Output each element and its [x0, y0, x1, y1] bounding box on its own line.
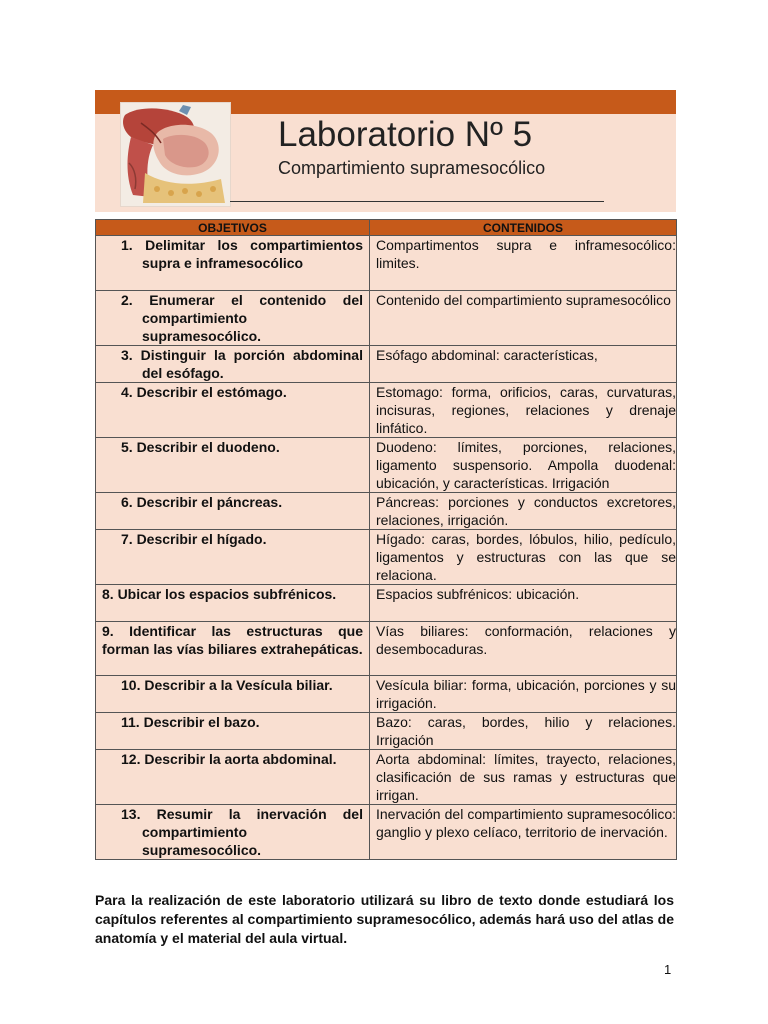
objective-text: 3. Distinguir la porción abdominal del esófago. [121, 347, 363, 381]
content-cell [370, 438, 677, 493]
content-text: Inervación del compartimiento supramesocólico: ganglio y plexo celíaco, territorio de inervación. [376, 806, 676, 840]
content-text: Páncreas: porciones y conductos excretores, relaciones, irrigación. [376, 494, 676, 528]
objective-text: 11. Describir el bazo. [121, 714, 260, 730]
objective-cell [96, 236, 370, 291]
objective-cell [96, 713, 370, 750]
table-row [96, 493, 677, 530]
objective-cell [96, 493, 370, 530]
objective-cell [96, 291, 370, 346]
table-row [96, 530, 677, 585]
objective-cell [96, 622, 370, 676]
objective-text: 7. Describir el hígado. [121, 531, 267, 547]
content-cell [370, 291, 677, 346]
objective-text: 5. Describir el duodeno. [121, 439, 280, 455]
objective-cell [96, 805, 370, 860]
objective-text: 1. Delimitar los compartimientos supra e inframesocólico [121, 237, 363, 271]
instructions-paragraph: Para la realización de este laboratorio utilizará su libro de texto donde estudiará los capítulos referentes al compartimiento supramesocólico, además hará uso del atlas de anatomía y el material del aula virtual. [95, 892, 674, 946]
anatomy-illustration [120, 102, 231, 207]
objective-text: 13. Resumir la inervación del compartimiento supramesocólico. [121, 806, 363, 858]
objective-text: 2. Enumerar el contenido del compartimiento supramesocólico. [121, 292, 363, 344]
objective-text: 8. Ubicar los espacios subfrénicos. [102, 586, 337, 602]
objective-cell [96, 676, 370, 713]
table-row [96, 346, 677, 383]
objectives-contents-table [95, 219, 677, 860]
content-text: Contenido del compartimiento supramesocólico [376, 292, 671, 308]
content-text: Hígado: caras, bordes, lóbulos, hilio, pedículo, ligamentos y estructuras con las que se relaciona. [376, 531, 676, 583]
column-header-contents: CONTENIDOS [370, 220, 677, 236]
objective-text: 6. Describir el páncreas. [121, 494, 283, 510]
content-text: Duodeno: límites, porciones, relaciones, ligamento suspensorio. Ampolla duodenal: ubicación, y características. Irrigación [376, 439, 676, 491]
content-text: Bazo: caras, bordes, hilio y relaciones. Irrigación [376, 714, 676, 748]
table-row [96, 805, 677, 860]
table-row [96, 383, 677, 438]
content-cell [370, 805, 677, 860]
objective-cell [96, 750, 370, 805]
content-cell [370, 383, 677, 438]
table-row [96, 585, 677, 622]
page-number: 1 [664, 962, 672, 977]
content-cell [370, 585, 677, 622]
content-text: Espacios subfrénicos: ubicación. [376, 586, 580, 602]
page-title: Laboratorio Nº 5 [278, 115, 533, 154]
objective-cell [96, 383, 370, 438]
objective-text: 10. Describir a la Vesícula biliar. [121, 677, 333, 693]
objective-cell [96, 530, 370, 585]
content-cell [370, 750, 677, 805]
objective-text: 9. Identificar las estructuras que forman las vías biliares extrahepáticas. [102, 623, 363, 657]
content-cell [370, 713, 677, 750]
objective-cell [96, 585, 370, 622]
page-subtitle: Compartimiento supramesocólico [278, 158, 546, 178]
content-text: Estomago: forma, orificios, caras, curvaturas, incisuras, regiones, relaciones y drenaje linfático. [376, 384, 676, 436]
content-cell [370, 236, 677, 291]
content-text: Aorta abdominal: límites, trayecto, relaciones, clasificación de sus ramas y estructuras que irrigan. [376, 751, 676, 803]
table-row [96, 291, 677, 346]
objective-cell [96, 438, 370, 493]
content-text: Compartimentos supra e inframesocólico: limites. [376, 237, 676, 271]
content-cell [370, 493, 677, 530]
content-cell [370, 346, 677, 383]
content-text: Vías biliares: conformación, relaciones y desembocaduras. [376, 623, 676, 657]
table-row [96, 676, 677, 713]
table-row [96, 622, 677, 676]
content-text: Vesícula biliar: forma, ubicación, porciones y su irrigación. [376, 677, 676, 711]
content-cell [370, 530, 677, 585]
table-row [96, 236, 677, 291]
objective-cell [96, 346, 370, 383]
content-cell [370, 676, 677, 713]
table-row [96, 713, 677, 750]
title-divider [230, 201, 604, 202]
table-row [96, 438, 677, 493]
content-text: Esófago abdominal: características, [376, 347, 598, 363]
table-header-row [96, 220, 677, 236]
objective-text: 12. Describir la aorta abdominal. [121, 751, 337, 767]
table-row [96, 750, 677, 805]
objective-text: 4. Describir el estómago. [121, 384, 287, 400]
column-header-objectives: OBJETIVOS [96, 220, 370, 236]
content-cell [370, 622, 677, 676]
